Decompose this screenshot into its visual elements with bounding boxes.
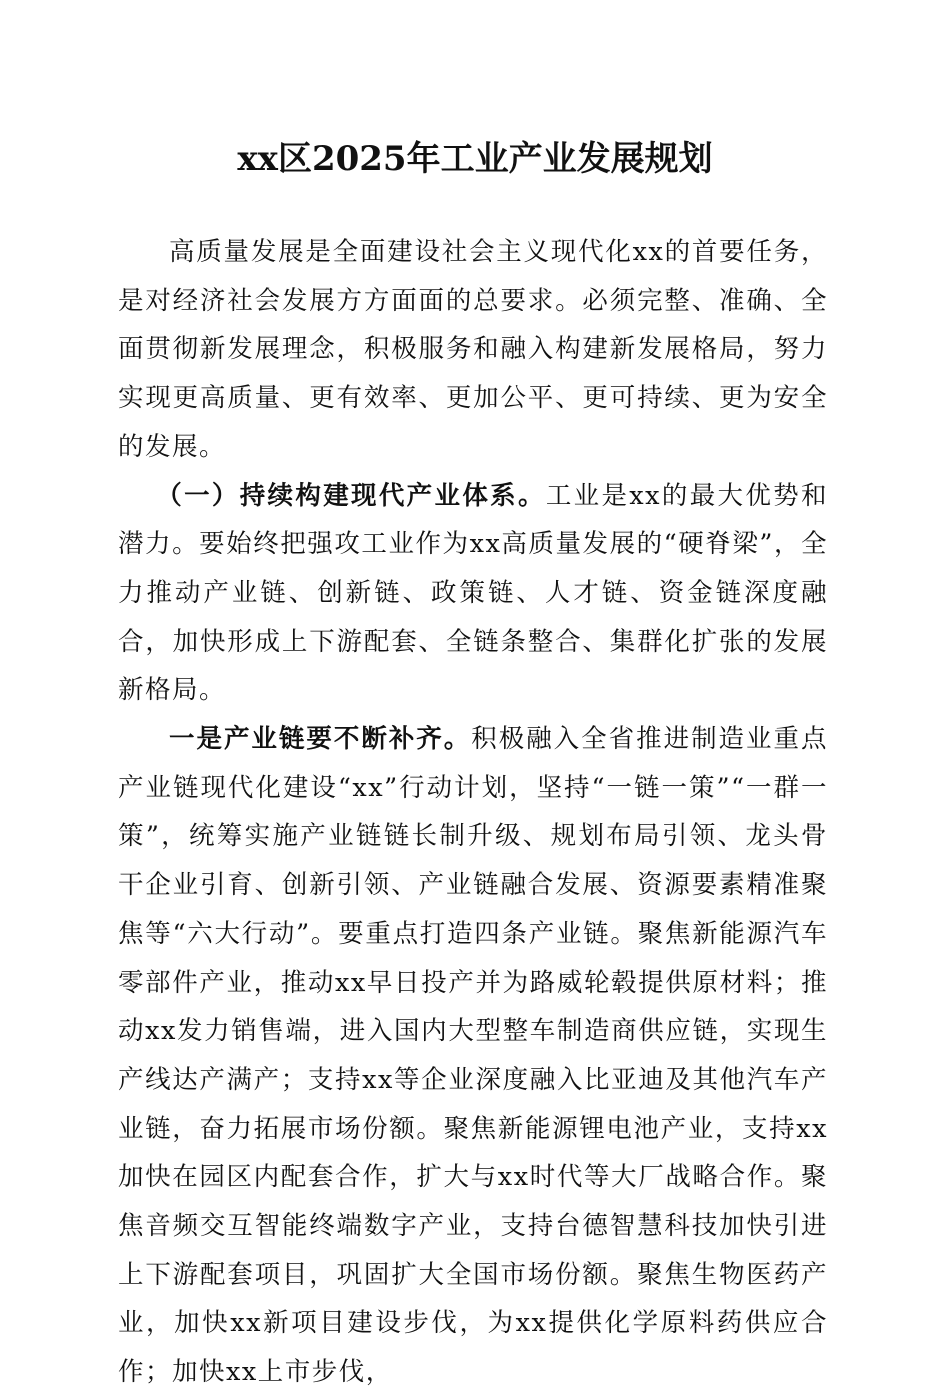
paragraph-heading: 一是产业链要不断补齐。: [169, 724, 472, 755]
paragraph-text: 高质量发展是全面建设社会主义现代化xx的首要任务，是对经济社会发展方方面面的总要求。必须完整、准确、全面贯彻新发展理念，积极服务和融入构建新发展格局，努力实现更高质量、更有效率、更加公平、更可持续、更为安全的发展。: [118, 237, 828, 462]
paragraph-heading: （一）持续构建现代产业体系。: [156, 480, 546, 511]
paragraph-intro: [118, 228, 828, 472]
paragraph-text: 工业是xx的最大优势和潜力。要始终把强攻工业作为xx高质量发展的“硬脊梁”，全力推动产业链、创新链、政策链、人才链、资金链深度融合，加快形成上下游配套、全链条整合、集群化扩张的发展新格局。: [118, 480, 828, 706]
paragraph-industry-chain: [118, 715, 828, 1397]
document-title: xx区2025年工业产业发展规划: [237, 139, 713, 179]
paragraph-text: 积极融入全省推进制造业重点产业链现代化建设“xx”行动计划，坚持“一链一策”“一群一策”，统筹实施产业链链长制升级、规划布局引领、龙头骨干企业引育、创新引领、产业链融合发展、资源要素精准聚焦等“六大行动”。要重点打造四条产业链。聚焦新能源汽车零部件产业，推动xx早日投产并为路威轮毂提供原材料；推动xx发力销售端，进入国内大型整车制造商供应链，实现生产线达产满产；支持xx等企业深度融入比亚迪及其他汽车产业链，奋力拓展市场份额。聚焦新能源锂电池产业，支持xx加快在园区内配套合作，扩大与xx时代等大厂战略合作。聚焦音频交互智能终端数字产业，支持台德智慧科技加快引进上下游配套项目，巩固扩大全国市场份额。聚焦生物医药产业，加快xx新项目建设步伐，为xx提供化学原料药供应合作；加快xx上市步伐，: [118, 724, 828, 1388]
paragraph-section-1: [118, 472, 828, 716]
document-body: [118, 228, 828, 1397]
